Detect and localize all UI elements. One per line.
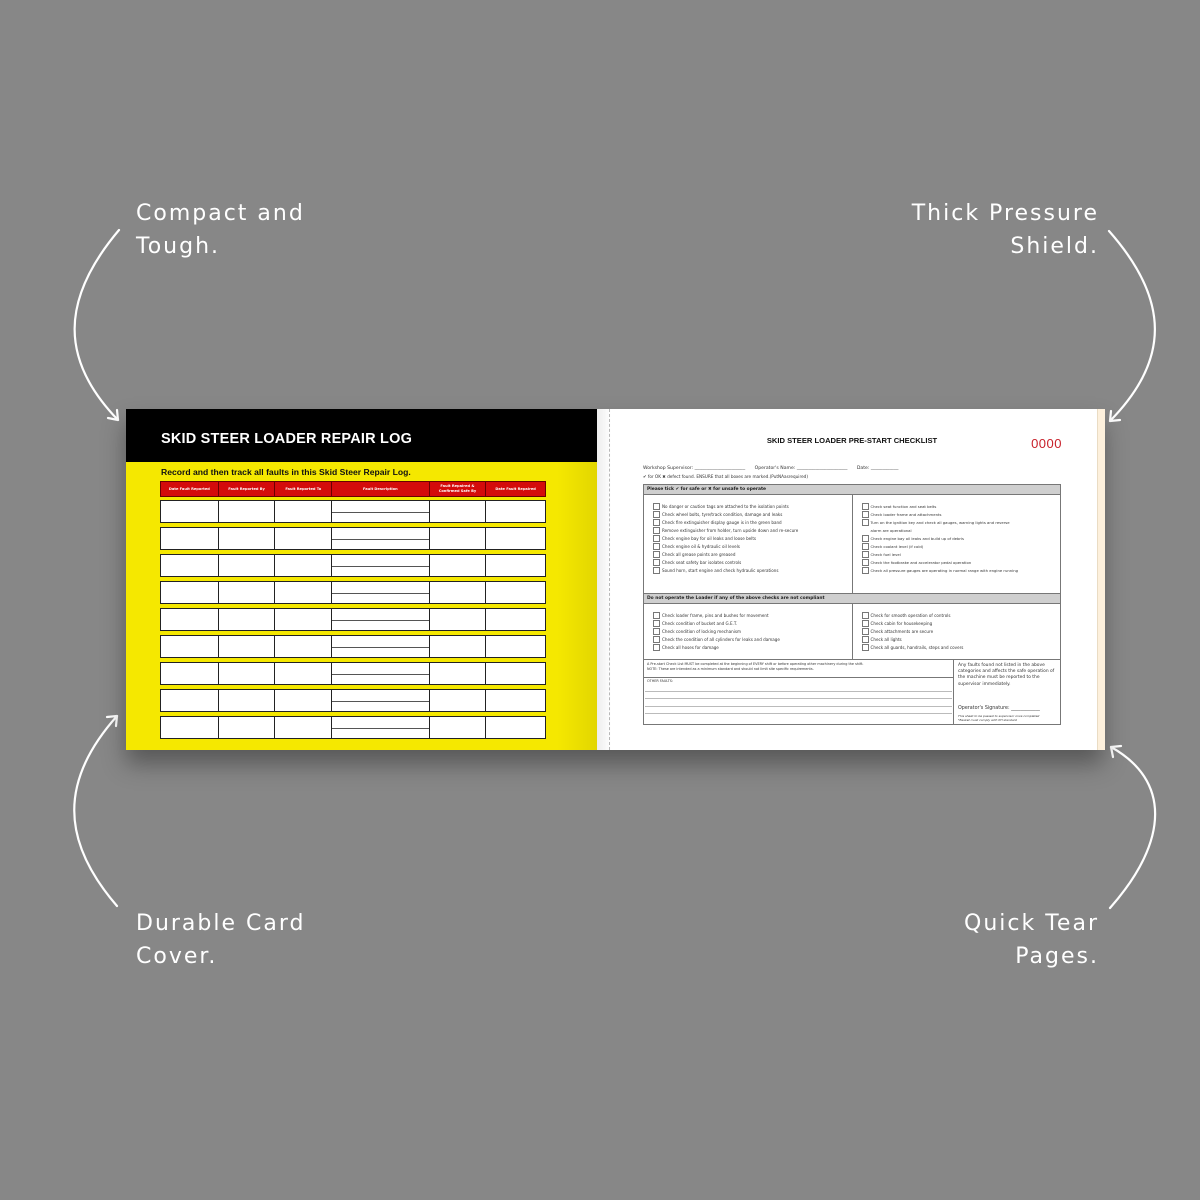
table-cell[interactable]: [486, 609, 545, 630]
checkbox[interactable]: [862, 543, 869, 550]
checkbox[interactable]: [653, 559, 660, 566]
table-cell[interactable]: [332, 555, 429, 576]
checklist-item: [653, 612, 848, 620]
table-cell[interactable]: [486, 555, 545, 576]
table-cell[interactable]: [161, 501, 219, 522]
checklist-item-label: Check all grease points are greased: [662, 551, 736, 557]
checkbox[interactable]: [653, 543, 660, 550]
section-header: Please tick ✔ for safe or ✖ for unsafe to operate: [644, 485, 1060, 495]
checklist-item-label: Check condition of bucket and G.E.T.: [662, 621, 738, 627]
checklist-column-left: [644, 495, 852, 593]
checklist-item: [862, 511, 1057, 519]
table-cell[interactable]: [161, 609, 219, 630]
checkbox[interactable]: [653, 644, 660, 651]
checklist-item-label: Check loader frame, pins and bushes for movement: [662, 613, 769, 619]
table-cell[interactable]: [161, 717, 219, 738]
booklet: [126, 409, 1103, 750]
checkbox[interactable]: [862, 511, 869, 518]
serial-number: 0000: [1031, 436, 1062, 451]
table-cell[interactable]: [275, 582, 332, 603]
checkbox[interactable]: [862, 503, 869, 510]
table-row: [160, 689, 546, 712]
write-line[interactable]: [645, 684, 952, 692]
checkbox[interactable]: [862, 620, 869, 627]
checklist-item: [862, 636, 1057, 644]
checklist-column-right: [852, 604, 1061, 659]
section-header: Do not operate the Loader if any of the above checks are not compliant: [644, 594, 1060, 604]
checklist-item: [862, 620, 1057, 628]
table-cell[interactable]: [219, 528, 276, 549]
table-row: [160, 500, 546, 523]
table-cell[interactable]: [332, 636, 429, 657]
callout-line: Quick Tear: [964, 911, 1099, 936]
checkbox[interactable]: [653, 503, 660, 510]
table-cell[interactable]: [332, 609, 429, 630]
table-cell[interactable]: [332, 501, 429, 522]
checklist-item-label: Check fire extinguisher display gauge is in the green band: [662, 520, 782, 526]
checklist-item: [862, 542, 1057, 550]
table-cell[interactable]: [430, 636, 487, 657]
checkbox[interactable]: [653, 612, 660, 619]
checklist-item-label: Check all hoses for damage: [662, 645, 719, 650]
table-cell[interactable]: [161, 663, 219, 684]
checklist-item: [862, 612, 1057, 620]
column-header: Fault Reported By: [219, 482, 276, 496]
signature-note-line: This sheet to be passed to supervisor once completed: [958, 713, 1040, 718]
checkbox[interactable]: [862, 559, 869, 566]
table-cell[interactable]: [332, 582, 429, 603]
checklist-section-1: [644, 495, 1060, 594]
checklist-item: [653, 636, 848, 644]
callout-thick-pressure-shield: [912, 197, 1099, 263]
checkbox[interactable]: [862, 636, 869, 643]
table-row: [160, 716, 546, 739]
checklist-item: [862, 558, 1057, 566]
checklist-item: [653, 535, 848, 543]
notice-text: [644, 660, 953, 678]
table-cell[interactable]: [161, 690, 219, 711]
table-cell[interactable]: [219, 501, 276, 522]
table-cell[interactable]: [486, 636, 545, 657]
arrow-bottom-right-icon: [1110, 746, 1155, 908]
checklist-item: [862, 628, 1057, 636]
checklist-item-label: No danger or caution tags are attached to the isolation points: [662, 504, 789, 510]
checklist-item-label: Check attachments are secure: [870, 629, 934, 635]
checklist-title: SKID STEER LOADER PRE-START CHECKLIST: [766, 436, 938, 445]
checklist-item-label: Check all guards, handrails, steps and covers: [870, 645, 964, 650]
tear-perforation[interactable]: [609, 409, 610, 750]
checkbox[interactable]: [653, 636, 660, 643]
table-cell[interactable]: [486, 663, 545, 684]
checkbox[interactable]: [653, 519, 660, 526]
checklist-item-label: Check coolant level (if cold): [870, 543, 924, 549]
checkbox[interactable]: [653, 527, 660, 534]
notice-line: NOTE: These are intended as a minimum standard and should not limit site specific requirements.: [647, 666, 814, 671]
table-cell[interactable]: [486, 690, 545, 711]
table-cell[interactable]: [332, 690, 429, 711]
checklist-item: [653, 644, 848, 652]
table-cell[interactable]: [430, 555, 487, 576]
checklist-item: [862, 644, 1057, 652]
table-cell[interactable]: [161, 636, 219, 657]
callout-line: Tough.: [136, 234, 221, 259]
table-cell[interactable]: [275, 501, 332, 522]
arrow-top-left-icon: [75, 230, 119, 420]
operator-signature-field[interactable]: Operator's Signature: ____________: [958, 705, 1040, 711]
table-cell[interactable]: [486, 501, 545, 522]
checklist-page: [597, 409, 1097, 750]
callout-quick-tear-pages: [964, 907, 1099, 973]
checklist-form: [643, 484, 1061, 725]
checkbox[interactable]: [653, 620, 660, 627]
table-cell[interactable]: [332, 663, 429, 684]
table-cell[interactable]: [275, 636, 332, 657]
write-line[interactable]: [645, 692, 952, 700]
checkbox[interactable]: [653, 511, 660, 518]
table-row: [160, 581, 546, 604]
write-line[interactable]: [645, 699, 952, 707]
table-cell[interactable]: [161, 528, 219, 549]
checklist-item-label: Check the condition of all cylinders for leaks and damage: [662, 637, 780, 643]
checkbox[interactable]: [862, 551, 869, 558]
checklist-item-label: Check all lights: [870, 637, 902, 643]
table-row: [160, 554, 546, 577]
table-cell[interactable]: [486, 528, 545, 549]
checklist-item-label: alarm are operational: [870, 528, 912, 534]
checklist-item-label: Check wheel bolts, tyre/track condition, damage and leaks: [662, 512, 783, 518]
tick-legend: ✔ for OK ✖ defect found. ENSURE that all boxes are marked.(PutNAasrequired): [643, 474, 808, 479]
table-cell[interactable]: [430, 663, 487, 684]
checkbox[interactable]: [653, 551, 660, 558]
table-cell[interactable]: [332, 528, 429, 549]
checkbox[interactable]: [862, 535, 869, 542]
table-cell[interactable]: [219, 717, 276, 738]
checklist-item-label: Check for smooth operation of controls: [870, 613, 951, 619]
table-cell[interactable]: [275, 690, 332, 711]
callout-compact-and-tough: [136, 197, 305, 263]
column-header: Fault Reported To: [275, 482, 332, 496]
checkbox[interactable]: [862, 628, 869, 635]
table-cell[interactable]: [219, 609, 276, 630]
checklist-item-label: Check the footbrake and accelerator pedal operation: [870, 559, 972, 565]
checklist-item-label: Check engine bay oil leaks and build up of debris: [870, 536, 965, 541]
checklist-column-left: [644, 604, 852, 659]
checklist-footer: [644, 660, 1060, 724]
checklist-item: [862, 535, 1057, 543]
checklist-item: [653, 511, 848, 519]
callout-line: Compact and: [136, 201, 305, 226]
date-field[interactable]: Date: ____________: [856, 466, 899, 471]
callout-line: Thick Pressure: [911, 201, 1099, 226]
table-row: [160, 662, 546, 685]
table-cell[interactable]: [486, 717, 545, 738]
table-row: [160, 527, 546, 550]
checklist-item: [653, 550, 848, 558]
page-stack-edge: [1097, 409, 1105, 750]
checklist-item-continued: [862, 527, 1057, 535]
signature-note: [958, 714, 1039, 722]
other-faults-label: OTHER FAULTS:: [647, 679, 674, 683]
checklist-item-label: Check condition of locking mechanism: [662, 629, 741, 635]
table-cell[interactable]: [219, 582, 276, 603]
notice-line: A Pre-start Check List MUST be completed at the beginning of EVERY shift or before operating other machinery during the shift.: [647, 662, 864, 666]
callout-durable-card-cover: [136, 907, 305, 973]
checklist-item: [862, 550, 1057, 558]
table-cell[interactable]: [275, 555, 332, 576]
checkbox[interactable]: [862, 567, 869, 574]
table-cell[interactable]: [332, 717, 429, 738]
table-cell[interactable]: [219, 636, 276, 657]
table-cell[interactable]: [486, 582, 545, 603]
repair-log-page: [126, 409, 597, 750]
other-faults-area: [644, 660, 954, 724]
checklist-item-label: Check engine oil & hydraulic oil levels: [662, 543, 740, 549]
checkbox[interactable]: [653, 535, 660, 542]
checklist-item-label: Check loader frame and attachments: [870, 512, 942, 518]
checklist-item: [653, 527, 848, 535]
checklist-item-label: Check cabin for housekeeping: [870, 621, 933, 627]
checklist-item: [653, 542, 848, 550]
table-row: [160, 635, 546, 658]
checklist-section-2: [644, 604, 1060, 660]
callout-line: Durable Card: [136, 911, 306, 936]
repair-log-subtitle: Record and then track all faults in this Skid Steer Repair Log.: [161, 467, 411, 477]
operator-field[interactable]: Operator's Name: ______________________: [754, 466, 848, 471]
checkbox[interactable]: [862, 644, 869, 651]
checkbox[interactable]: [653, 628, 660, 635]
checklist-item-label: Check seat function and seat belts: [870, 504, 937, 510]
table-cell[interactable]: [430, 501, 487, 522]
checklist-item-label: Sound horn, start engine and check hydraulic operations: [662, 567, 779, 573]
checklist-item: [862, 503, 1057, 511]
checklist-item: [653, 566, 848, 574]
checklist-item: [653, 558, 848, 566]
checklist-item: [653, 503, 848, 511]
table-cell[interactable]: [219, 690, 276, 711]
checklist-item: [862, 566, 1057, 574]
callout-line: Cover.: [136, 944, 218, 969]
checkbox[interactable]: [862, 519, 869, 526]
checklist-item: [862, 519, 1057, 527]
write-line[interactable]: [645, 707, 952, 715]
supervisor-note-area: [954, 660, 1060, 724]
checklist-fields: [643, 466, 906, 471]
arrow-bottom-left-icon: [74, 716, 117, 906]
table-row: [160, 608, 546, 631]
table-cell[interactable]: [161, 582, 219, 603]
checklist-item-label: Check engine bay for oil leaks and loose belts: [662, 536, 757, 541]
checkbox[interactable]: [653, 567, 660, 574]
checklist-column-right: [852, 495, 1061, 593]
checklist-item-label: Check all pressure gauges are operating in normal range with engine running: [870, 567, 1019, 573]
column-header: Date Fault Repaired: [495, 486, 536, 491]
side-note: Any faults found not listed in the above categories and affects the safe operation of the machine must be reported to the supervisor immediately.: [958, 663, 1055, 687]
table-cell[interactable]: [275, 717, 332, 738]
table-cell[interactable]: [430, 528, 487, 549]
table-cell[interactable]: [275, 663, 332, 684]
table-cell[interactable]: [430, 582, 487, 603]
arrow-top-right-icon: [1109, 231, 1155, 421]
checklist-item-label: Turn on the ignition key and check all gauges, warning lights and reverse: [870, 520, 1010, 526]
checklist-item-label: Check seat safety bar isolates controls: [662, 559, 742, 565]
table-cell[interactable]: [219, 555, 276, 576]
checklist-item: [653, 620, 848, 628]
table-cell[interactable]: [430, 690, 487, 711]
checklist-item-label: Remove extinguisher from holder, turn upside down and re-secure: [662, 528, 799, 534]
supervisor-field[interactable]: Workshop Supervisor: ______________________: [643, 466, 746, 471]
table-cell[interactable]: [275, 528, 332, 549]
repair-log-title: SKID STEER LOADER REPAIR LOG: [161, 431, 413, 447]
table-cell[interactable]: [219, 663, 276, 684]
checklist-item: [653, 519, 848, 527]
column-header: Fault Description: [332, 482, 429, 496]
table-cell[interactable]: [430, 609, 487, 630]
checkbox[interactable]: [862, 612, 869, 619]
callout-line: Pages.: [1015, 944, 1099, 969]
callout-line: Shield.: [1010, 234, 1099, 259]
checklist-item-label: Check fuel level: [870, 551, 901, 557]
table-cell[interactable]: [275, 609, 332, 630]
checklist-item: [653, 628, 848, 636]
table-cell[interactable]: [161, 555, 219, 576]
column-header: Date Fault Reported: [161, 482, 219, 496]
signature-note-line: *Basket must comply with KH standard: [958, 717, 1017, 722]
column-header: Fault Repaired & Confirmed Safe By: [430, 482, 487, 496]
repair-log-column-headers: [160, 481, 546, 497]
table-cell[interactable]: [430, 717, 487, 738]
